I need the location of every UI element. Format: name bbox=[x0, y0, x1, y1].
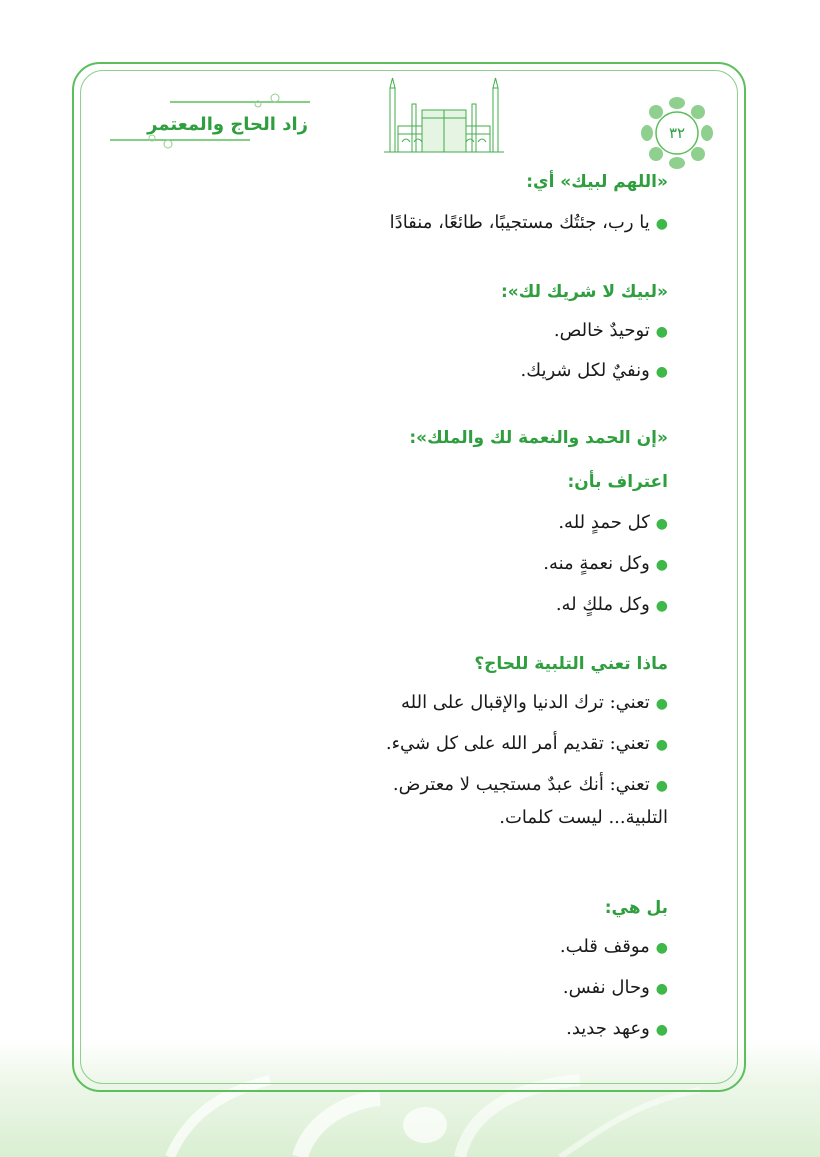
section-innal-hamd bbox=[100, 426, 668, 450]
list-item: ●وكل نعمةٍ منه. bbox=[543, 553, 668, 574]
section-itiraf bbox=[100, 470, 668, 619]
list-item: ●موقف قلب. bbox=[559, 936, 668, 957]
bullet-icon: ● bbox=[655, 516, 668, 532]
bullet-icon: ● bbox=[655, 557, 668, 573]
section-bal-hiya bbox=[100, 896, 668, 1043]
section-heading: بل هي: bbox=[604, 898, 668, 918]
list-item: ●تعني: ترك الدنيا والإقبال على الله bbox=[400, 692, 668, 713]
page-number: ٣٢ bbox=[668, 124, 686, 142]
bullet-icon: ● bbox=[655, 216, 668, 232]
running-title: زاد الحاج والمعتمر bbox=[147, 114, 308, 135]
kaaba-icon bbox=[382, 76, 506, 156]
list-item: ●وحال نفس. bbox=[562, 977, 668, 998]
bullet-icon: ● bbox=[655, 981, 668, 997]
bullet-icon: ● bbox=[655, 940, 668, 956]
bullet-icon: ● bbox=[655, 737, 668, 753]
bullet-icon: ● bbox=[655, 1022, 668, 1038]
list-item: ●وكل ملكٍ له. bbox=[555, 594, 668, 615]
list-item: ●وعهد جديد. bbox=[566, 1018, 668, 1039]
list-item: ●تعني: أنك عبدٌ مستجيب لا معترض. bbox=[392, 774, 668, 795]
section-heading: اعتراف بأن: bbox=[567, 472, 668, 492]
bullet-icon: ● bbox=[655, 364, 668, 380]
paragraph: التلبية... ليست كلمات. bbox=[499, 807, 668, 828]
list-item: ●ونفيٌ لكل شريك. bbox=[520, 360, 668, 381]
section-heading: «لبيك لا شريك لك»: bbox=[501, 282, 668, 302]
section-labbayk-la-sharik bbox=[100, 280, 668, 385]
section-matha-tani bbox=[100, 652, 668, 831]
bullet-icon: ● bbox=[655, 324, 668, 340]
section-heading: «اللهم لبيك» أي: bbox=[526, 172, 668, 192]
list-item: ●تعني: تقديم أمر الله على كل شيء. bbox=[385, 733, 668, 754]
bullet-icon: ● bbox=[655, 778, 668, 794]
section-heading: «إن الحمد والنعمة لك والملك»: bbox=[409, 428, 668, 448]
list-item: ●كل حمدٍ لله. bbox=[558, 512, 668, 533]
section-heading: ماذا تعني التلبية للحاج؟ bbox=[474, 654, 668, 674]
list-item: ●يا رب، جئتُك مستجيبًا، طائعًا، منقادًا bbox=[389, 212, 668, 233]
bullet-icon: ● bbox=[655, 696, 668, 712]
bullet-icon: ● bbox=[655, 598, 668, 614]
list-item: ●توحيدٌ خالص. bbox=[553, 320, 668, 341]
section-allahumma-labbayk bbox=[100, 170, 668, 237]
